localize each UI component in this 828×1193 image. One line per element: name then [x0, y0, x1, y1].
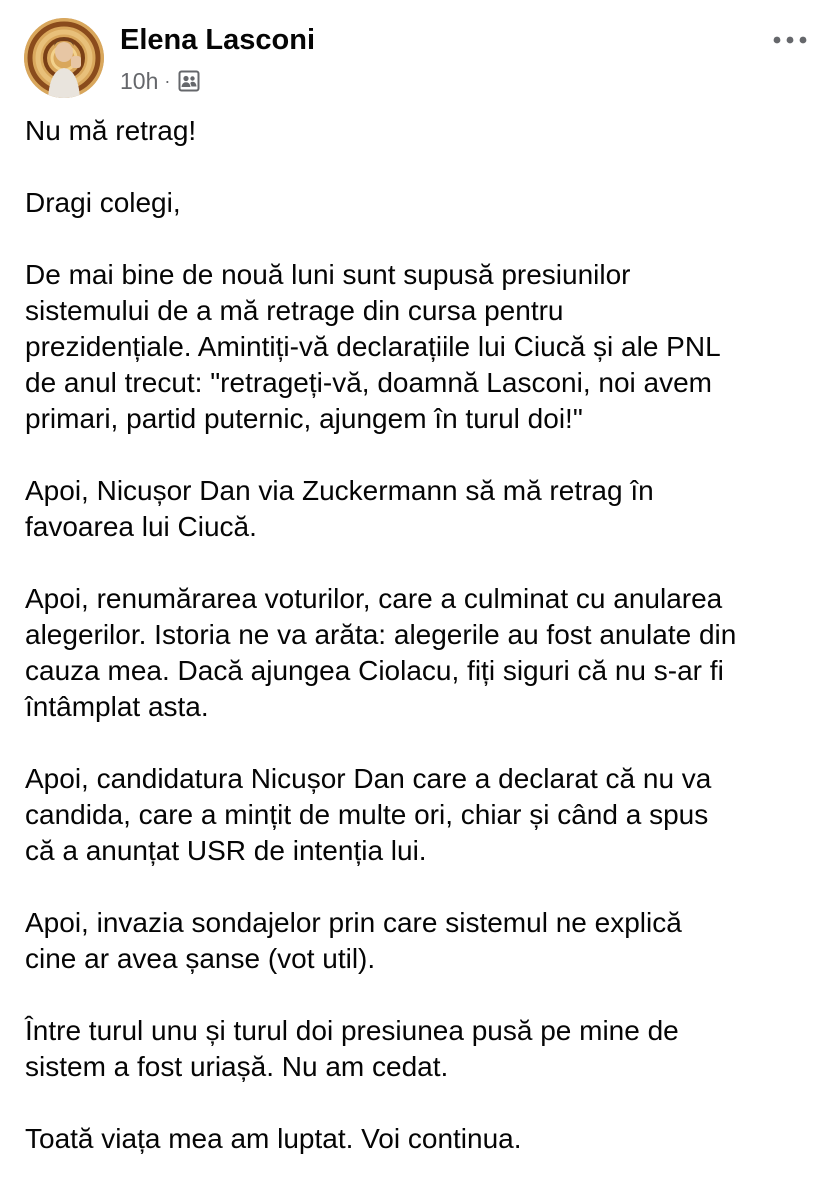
post-text-line: Apoi, renumărarea voturilor, care a culminat cu anularea — [25, 583, 723, 614]
post-meta — [120, 66, 200, 96]
post-paragraph — [25, 185, 811, 221]
post-text-line: sistem a fost uriașă. Nu am cedat. — [25, 1051, 449, 1082]
more-horizontal-icon — [773, 36, 807, 44]
author-name[interactable]: Elena Lasconi — [120, 24, 316, 56]
post-paragraph — [25, 1013, 811, 1085]
post-text-line: Dragi colegi, — [25, 187, 181, 218]
post-paragraph — [25, 257, 811, 437]
post-paragraph — [25, 473, 811, 545]
post-header — [24, 18, 814, 100]
post-paragraph — [25, 113, 811, 149]
post-text-line: Nu mă retrag! — [25, 115, 197, 146]
post-text-line: sistemului de a mă retrage din cursa pentru — [25, 295, 564, 326]
post-text-line: prezidențiale. Amintiți-vă declarațiile lui Ciucă și ale PNL — [25, 331, 721, 362]
meta-separator: · — [164, 70, 171, 91]
post-text-line: de anul trecut: "retrageți-vă, doamnă Lasconi, noi avem — [25, 367, 712, 398]
post-text-line: alegerilor. Istoria ne va arăta: alegerile au fost anulate din — [25, 619, 737, 650]
post-paragraph — [25, 581, 811, 725]
post-text-line: cine ar avea șanse (vot util). — [25, 943, 376, 974]
post-text-line: primari, partid puternic, ajungem în turul doi!" — [25, 403, 583, 434]
post-text-line: Între turul unu și turul doi presiunea pusă pe mine de — [25, 1015, 679, 1046]
more-options-button[interactable] — [768, 20, 812, 60]
avatar[interactable] — [24, 18, 104, 98]
post-text-line: cauza mea. Dacă ajungea Ciolacu, fiți siguri că nu s-ar fi — [25, 655, 724, 686]
post-text-line: întâmplat asta. — [25, 691, 209, 722]
post-text-line: Apoi, candidatura Nicușor Dan care a declarat că nu va — [25, 763, 712, 794]
post-text-line: că a anunțat USR de intenția lui. — [25, 835, 427, 866]
post-body — [25, 113, 811, 1193]
post-paragraph — [25, 761, 811, 869]
post-text-line: Apoi, invazia sondajelor prin care sistemul ne explică — [25, 907, 682, 938]
post-text-line: candida, care a mințit de multe ori, chiar și când a spus — [25, 799, 709, 830]
post-time[interactable]: 10h — [120, 67, 159, 94]
post-text-line: De mai bine de nouă luni sunt supusă presiunilor — [25, 259, 631, 290]
post-text-line: Apoi, Nicușor Dan via Zuckermann să mă retrag în — [25, 475, 654, 506]
friends-audience-icon — [178, 70, 200, 92]
avatar-image — [24, 18, 104, 98]
post-paragraph — [25, 905, 811, 977]
post-text-line: favoarea lui Ciucă. — [25, 511, 257, 542]
post-paragraph — [25, 1121, 811, 1157]
post-text-line: Toată viața mea am luptat. Voi continua. — [25, 1123, 522, 1154]
